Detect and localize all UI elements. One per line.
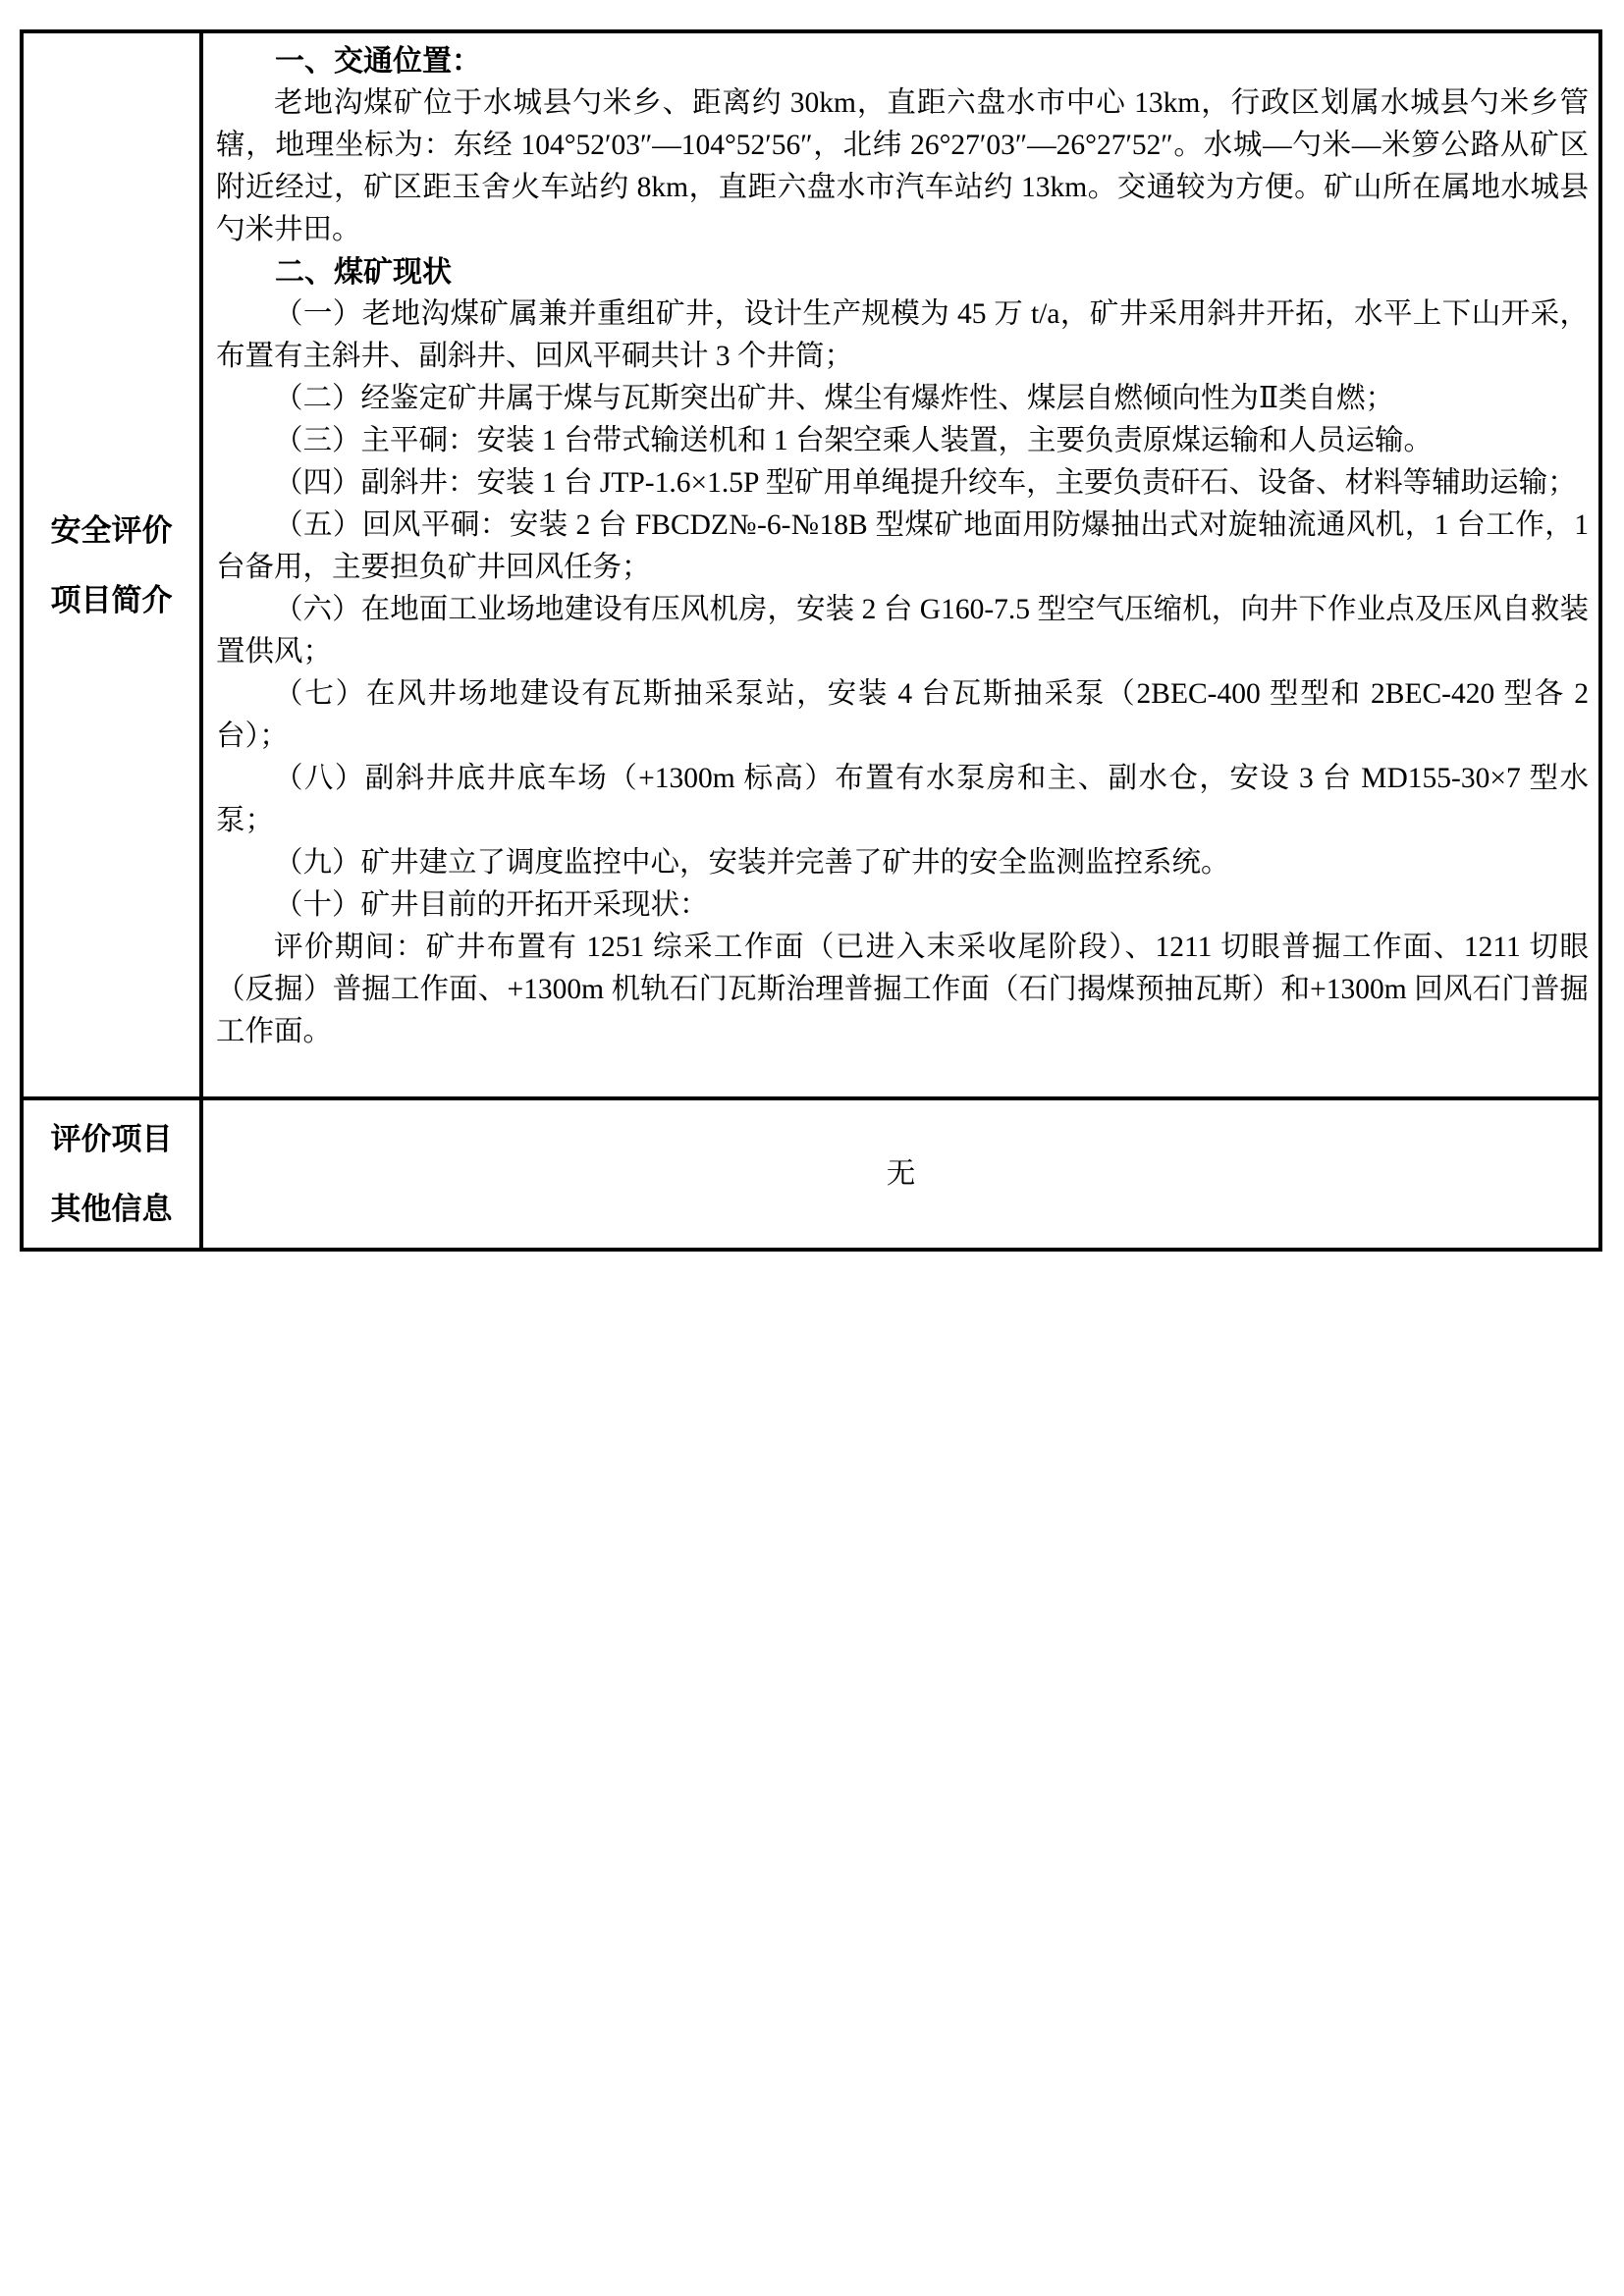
section-heading-mine-status: 二、煤矿现状 — [275, 256, 452, 289]
mine-status-item: （四）副斜井：安装 1 台 JTP-1.6×1.5P 型矿用单绳提升绞车，主要负责矸石、设备、材料等辅助运输； — [274, 467, 1577, 499]
section-heading-traffic-location: 一、交通位置： — [275, 45, 481, 78]
table-row-project-intro — [24, 33, 1598, 1096]
mine-status-item: （七）在风井场地建设有瓦斯抽采泵站，安装 4 台瓦斯抽采泵（2BEC-400 型型和 2BEC-420 型各 2 台）； — [216, 678, 1589, 752]
other-info-content — [203, 1100, 1598, 1248]
row-label-line: 项目简介 — [50, 582, 173, 617]
row-label-project-intro — [24, 33, 203, 1096]
row-label-line: 评价项目 — [50, 1122, 173, 1156]
row-label-line: 安全评价 — [50, 512, 173, 548]
other-info-value: 无 — [886, 1157, 916, 1190]
mine-status-item: （二）经鉴定矿井属于煤与瓦斯突出矿井、煤尘有爆炸性、煤层自燃倾向性为Ⅱ类自燃； — [274, 383, 1395, 414]
mine-status-item: （三）主平硐：安装 1 台带式输送机和 1 台架空乘人装置，主要负责原煤运输和人员运输。 — [274, 425, 1434, 456]
row-label-line: 其他信息 — [50, 1192, 173, 1226]
mine-status-item: （五）回风平硐：安装 2 台 FBCDZ№-6-№18B 型煤矿地面用防爆抽出式对旋轴流通风机，1 台工作，1 台备用，主要担负矿井回风任务； — [216, 509, 1589, 583]
table-row-other-info — [24, 1096, 1598, 1248]
row-label-other-info — [24, 1100, 203, 1248]
project-intro-content — [203, 33, 1598, 1096]
evaluation-info-table — [20, 29, 1602, 1252]
mine-status-item: （十）矿井目前的开拓开采现状： — [274, 889, 709, 921]
paragraph-traffic-location: 老地沟煤矿位于水城县勺米乡、距离约 30km，直距六盘水市中心 13km，行政区划属水城县勺米乡管辖，地理坐标为：东经 104°52′03″—104°52′56″，北纬 26°27′03″—26°27′52″。水城—勺米—米箩公路从矿区附近经过，矿区距玉舍火车站约 8km，直距六盘水市汽车站约 13km。交通较为方便。矿山所在属地水城县勺米井田。 — [216, 87, 1589, 245]
mine-status-item: （九）矿井建立了调度监控中心，安装并完善了矿井的安全监测监控系统。 — [274, 847, 1230, 879]
mine-status-item: （一）老地沟煤矿属兼并重组矿井，设计生产规模为 45 万 t/a，矿井采用斜井开拓，水平上下山开采，布置有主斜井、副斜井、回风平硐共计 3 个井筒； — [216, 298, 1589, 372]
mine-status-item: （八）副斜井底井底车场（+1300m 标高）布置有水泵房和主、副水仓，安设 3 台 MD155-30×7 型水泵； — [216, 763, 1589, 836]
mine-status-item: （六）在地面工业场地建设有压风机房，安装 2 台 G160-7.5 型空气压缩机，向井下作业点及压风自救装置供风； — [216, 594, 1589, 667]
paragraph-evaluation-period: 评价期间：矿井布置有 1251 综采工作面（已进入末采收尾阶段）、1211 切眼普掘工作面、1211 切眼（反掘）普掘工作面、+1300m 机轨石门瓦斯治理普掘工作面（石门揭煤预抽瓦斯）和+1300m 回风石门普掘工作面。 — [216, 932, 1589, 1047]
